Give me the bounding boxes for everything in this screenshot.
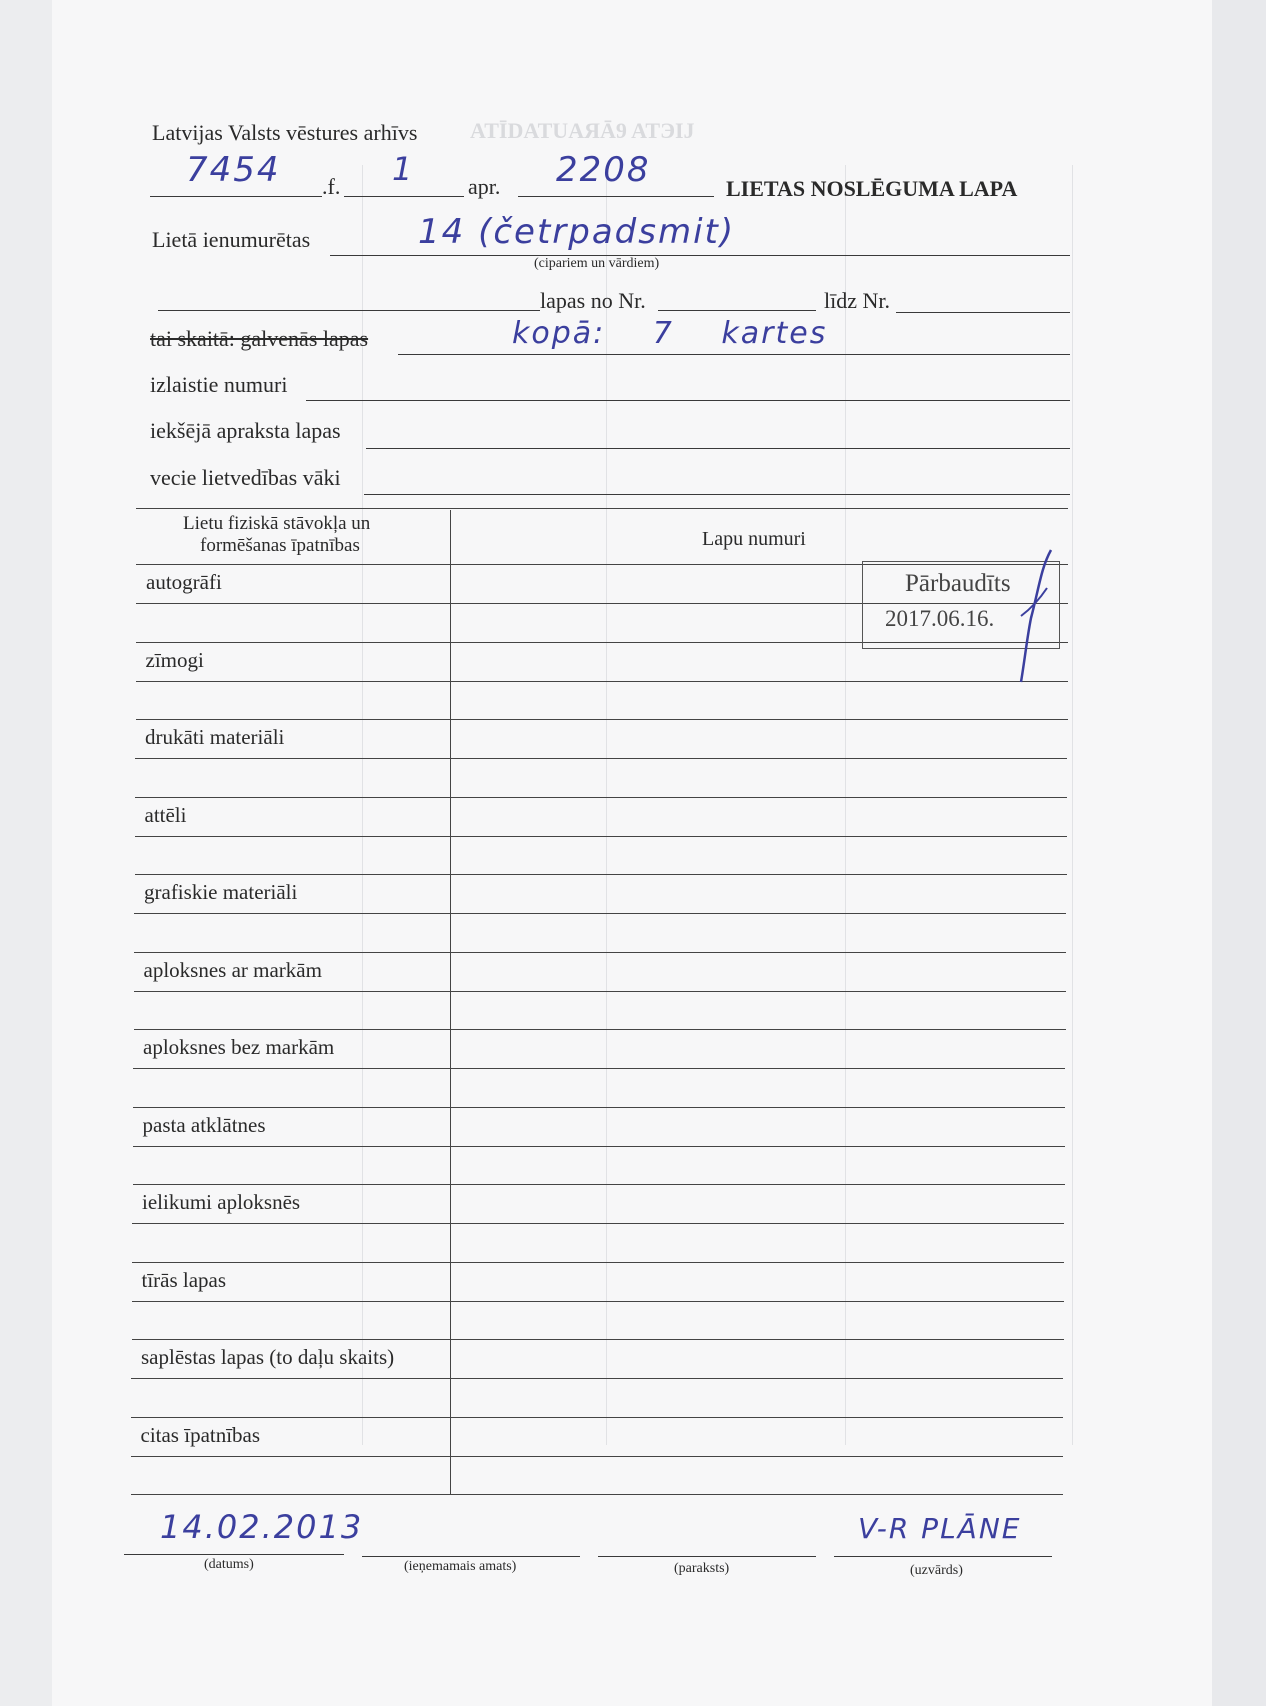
date-line	[124, 1554, 344, 1555]
table-row-label: zīmogi	[145, 647, 204, 672]
table-row-midline	[134, 991, 1066, 992]
verification-stamp	[862, 561, 1060, 649]
table-row-line	[136, 719, 1068, 720]
table-top-line	[136, 508, 1068, 509]
footer-date-handwritten: 14.02.2013	[160, 1508, 364, 1546]
table-row-label: aploksnes bez markām	[143, 1035, 335, 1059]
surname-line	[834, 1556, 1052, 1557]
table-row-label: pasta atklātnes	[142, 1112, 266, 1137]
table-row-label: ielikumi aploksnēs	[142, 1190, 301, 1214]
apr-number-handwritten: 1	[392, 150, 415, 188]
table-row-midline	[134, 913, 1066, 914]
table-row-label: saplēstas lapas (to daļu skaits)	[141, 1345, 395, 1369]
fond-suffix: .f.	[322, 174, 341, 199]
bleed-through-line	[362, 165, 363, 1445]
page-title: LIETAS NOSLĒGUMA LAPA	[726, 176, 1018, 201]
table-row-midline	[133, 1146, 1065, 1147]
scanner-edge	[1212, 0, 1266, 1706]
position-caption: (ieņemamais amats)	[404, 1559, 517, 1574]
pages-from-blank-line	[158, 310, 540, 311]
footer-name-handwritten: V-R PLĀNE	[858, 1512, 1022, 1545]
table-row-midline	[136, 681, 1068, 682]
bleed-through-line	[606, 165, 607, 1445]
table-row-midline	[135, 758, 1067, 759]
inventory-pages-label: iekšējā apraksta lapas	[150, 418, 341, 443]
surname-caption: (uzvārds)	[910, 1563, 963, 1578]
stamp-line2: 2017.06.16.	[885, 606, 995, 631]
numbered-line	[330, 255, 1070, 256]
stamp-line1: Pārbaudīts	[905, 570, 1011, 597]
table-row-label: autogrāfi	[146, 570, 222, 594]
date-caption: (datums)	[204, 1557, 254, 1572]
pages-from-line	[658, 310, 816, 311]
table-row-line	[134, 952, 1066, 953]
signature-line	[598, 1556, 816, 1557]
archive-name: Latvijas Valsts vēstures arhīvs	[152, 120, 418, 145]
pages-from-label: lapas no Nr.	[540, 288, 646, 313]
table-row-midline	[131, 1378, 1063, 1379]
stamp-signature-icon	[981, 548, 1061, 688]
table-row-line	[135, 874, 1067, 875]
table-row-midline	[132, 1301, 1064, 1302]
table-row-line	[133, 1184, 1065, 1185]
inventory-pages-line	[366, 448, 1070, 449]
numbered-hint: (cipariem un vārdiem)	[534, 256, 660, 271]
table-row-label: drukāti materiāli	[145, 725, 285, 749]
case-number-line	[518, 196, 714, 197]
table-column-divider	[450, 510, 451, 1494]
removed-numbers-label: izlaistie numuri	[150, 372, 288, 397]
table-row-line	[131, 1417, 1063, 1418]
old-covers-line	[364, 494, 1070, 495]
apr-label: apr.	[468, 174, 501, 199]
main-pages-line	[398, 354, 1070, 355]
pages-to-label: līdz Nr.	[824, 288, 890, 313]
table-row-line	[132, 1262, 1064, 1263]
col2-header: Lapu numuri	[702, 528, 806, 550]
col1-header-line2: formēšanas īpatnības	[200, 535, 360, 556]
table-row-label: tīrās lapas	[141, 1267, 227, 1292]
pages-to-line	[896, 312, 1070, 313]
main-pages-handwritten: kopā: 7 kartes	[512, 316, 828, 351]
removed-numbers-line	[306, 400, 1070, 401]
signature-caption: (paraksts)	[674, 1561, 730, 1576]
fond-handwritten: 7454	[186, 150, 281, 190]
apr-number-line	[344, 196, 464, 197]
table-row-label: grafiskie materiāli	[144, 880, 298, 904]
fond-line	[150, 196, 322, 197]
table-row-label: citas īpatnības	[140, 1422, 261, 1447]
col1-header-line1: Lietu fiziskā stāvokļa un	[183, 513, 371, 534]
case-number-handwritten: 2208	[556, 150, 651, 190]
main-pages-label: tai skaitā: galvenās lapas	[150, 326, 369, 351]
table-row-midline	[135, 836, 1067, 837]
bleed-through-line	[1072, 165, 1073, 1445]
numbered-label: Lietā ienumurētas	[152, 227, 311, 252]
table-row-line	[135, 797, 1067, 798]
bleed-through-text: ATĪDATUAЯĀ9 ATЭIJ	[470, 118, 695, 143]
numbered-handwritten: 14 (četrpadsmit)	[418, 212, 736, 252]
table-row-line	[134, 1029, 1066, 1030]
bleed-through-line	[845, 165, 846, 1445]
table-row-line	[132, 1339, 1064, 1340]
table-row-label: attēli	[144, 802, 187, 827]
table-row-midline	[132, 1223, 1064, 1224]
table-row-line	[131, 1494, 1063, 1495]
table-row-midline	[131, 1456, 1063, 1457]
table-row-label: aploksnes ar markām	[143, 957, 322, 982]
old-covers-label: vecie lietvedības vāki	[150, 465, 341, 490]
table-row-midline	[133, 1068, 1065, 1069]
position-line	[362, 1556, 580, 1557]
table-row-line	[133, 1107, 1065, 1108]
